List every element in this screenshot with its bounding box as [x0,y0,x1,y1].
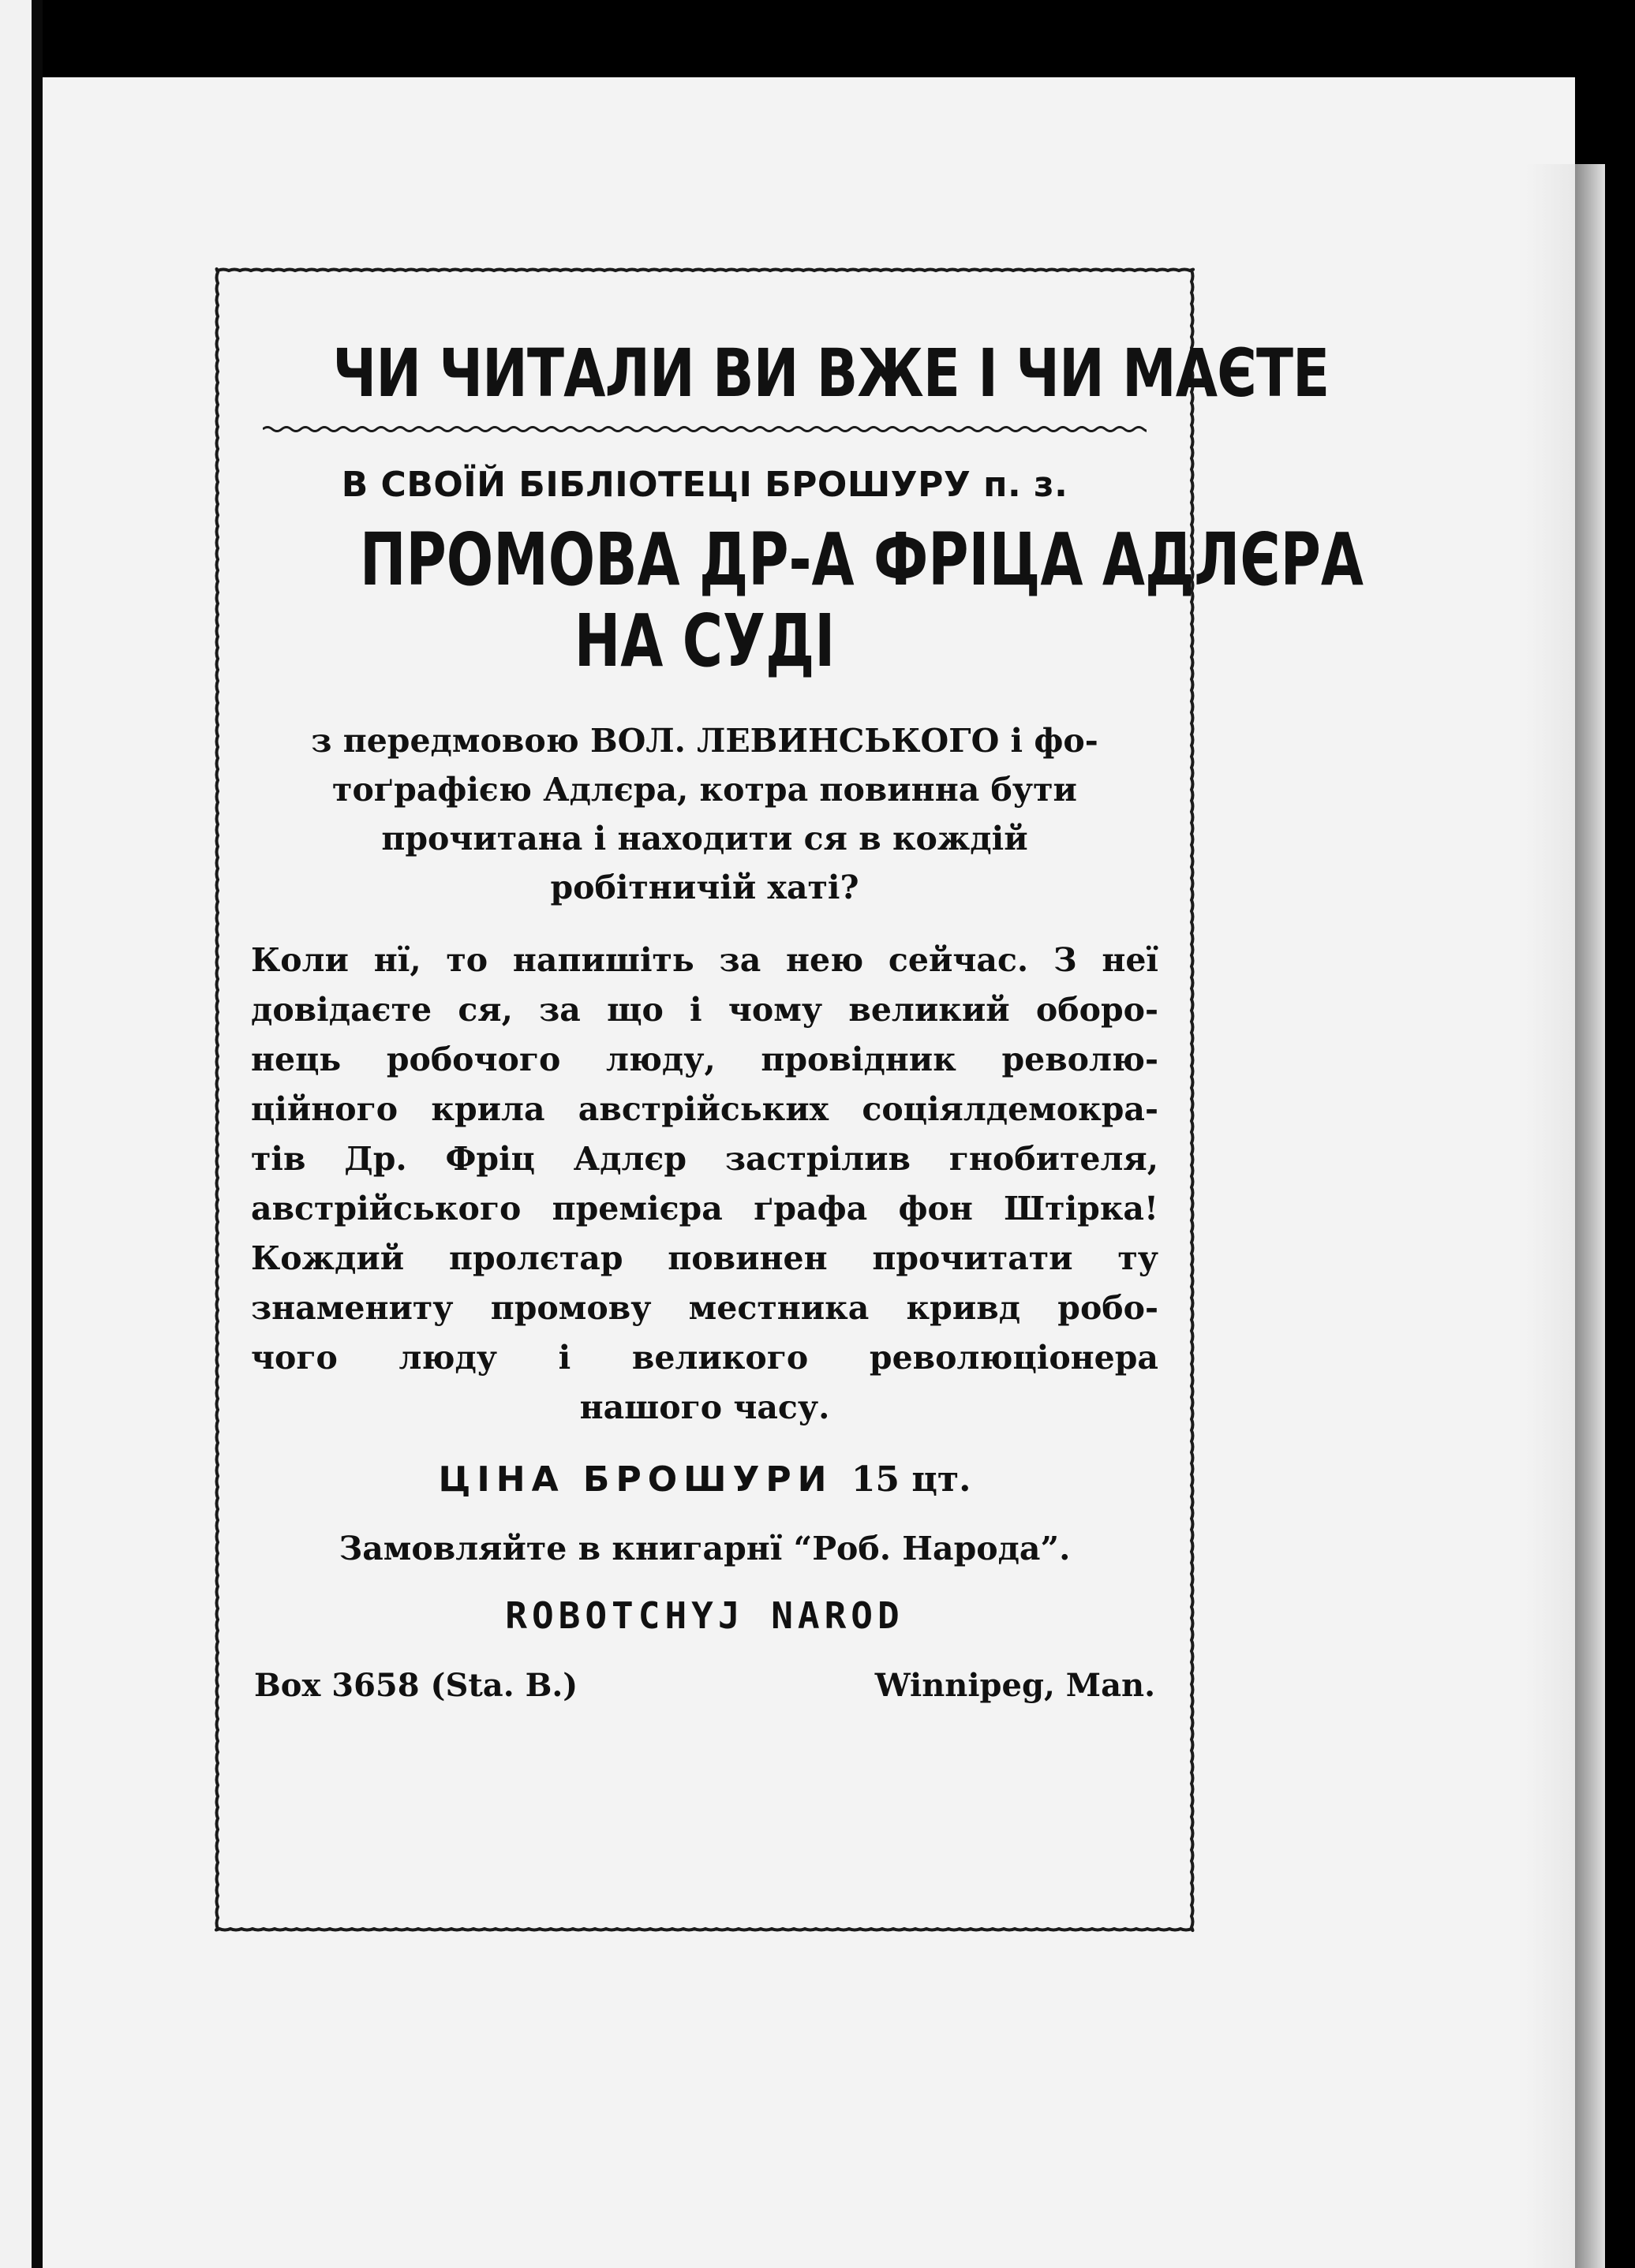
facing-page-edge [0,0,35,2268]
address-row [251,1667,1158,1704]
title-line-2: НА СУДІ [574,599,836,684]
body-line: нець робочого люду, провідник револю- [251,1041,1158,1079]
price-line [251,1459,1158,1500]
body-line: австрійського премієра ґрафа фон Штірка! [251,1190,1158,1228]
brochure-title [251,517,1364,684]
city: Winnipeg, Man. [874,1667,1155,1705]
body-line: Кождий пролєтар повинен прочитати ту [251,1239,1158,1278]
price-label: ЦІНА БРОШУРИ [438,1459,833,1500]
price-value: 15 цт. [851,1459,971,1500]
postal-box: Box 3658 (Sta. B.) [254,1667,578,1705]
title-line-1: ПРОМОВА ДР-А ФРІЦА АДЛЄРА [360,517,1364,602]
intro-line: тоґрафією Адлєра, котра повинна бути [332,771,1077,809]
publisher-name: ROBOTCHYJ NAROD [505,1594,904,1638]
intro-line: робітничій хаті? [550,869,859,907]
body-line: чого люду і великого революціонера [251,1339,1158,1377]
page-shading [1526,164,1605,2268]
body-line: нашого часу. [579,1388,830,1427]
intro-paragraph [251,716,1158,912]
body-line: Коли нї, то напишіть за нею сейчас. З неї [251,941,1158,980]
order-instructions: Замовляйте в книгарнї “Роб. Народа”. [339,1530,1071,1568]
gutter-shadow [32,0,43,2268]
advertisement-content [251,319,1364,1705]
body-paragraph [251,936,1158,1433]
body-line: знамениту промову местника кривд робо- [251,1289,1158,1328]
body-line: тів Др. Фріц Адлєр застрілив гнобителя, [251,1140,1158,1179]
body-line: ційного крила австрійських соціялдемокра- [251,1090,1158,1129]
body-line: довідаєте ся, за що і чому великий оборо- [251,991,1158,1029]
intro-line: прочитана і находити ся в кождій [381,820,1028,858]
advertisement-box [211,264,1364,1935]
wavy-divider [263,424,1147,435]
headline: ЧИ ЧИТАЛИ ВИ ВЖЕ І ЧИ МАЄТЕ [332,334,1330,412]
subheadline: В СВОЇЙ БІБЛІОТЕЦІ БРОШУРУ п. з. [341,465,1068,505]
intro-line: з передмовою ВОЛ. ЛЕВИНСЬКОГО і фо- [311,722,1098,760]
